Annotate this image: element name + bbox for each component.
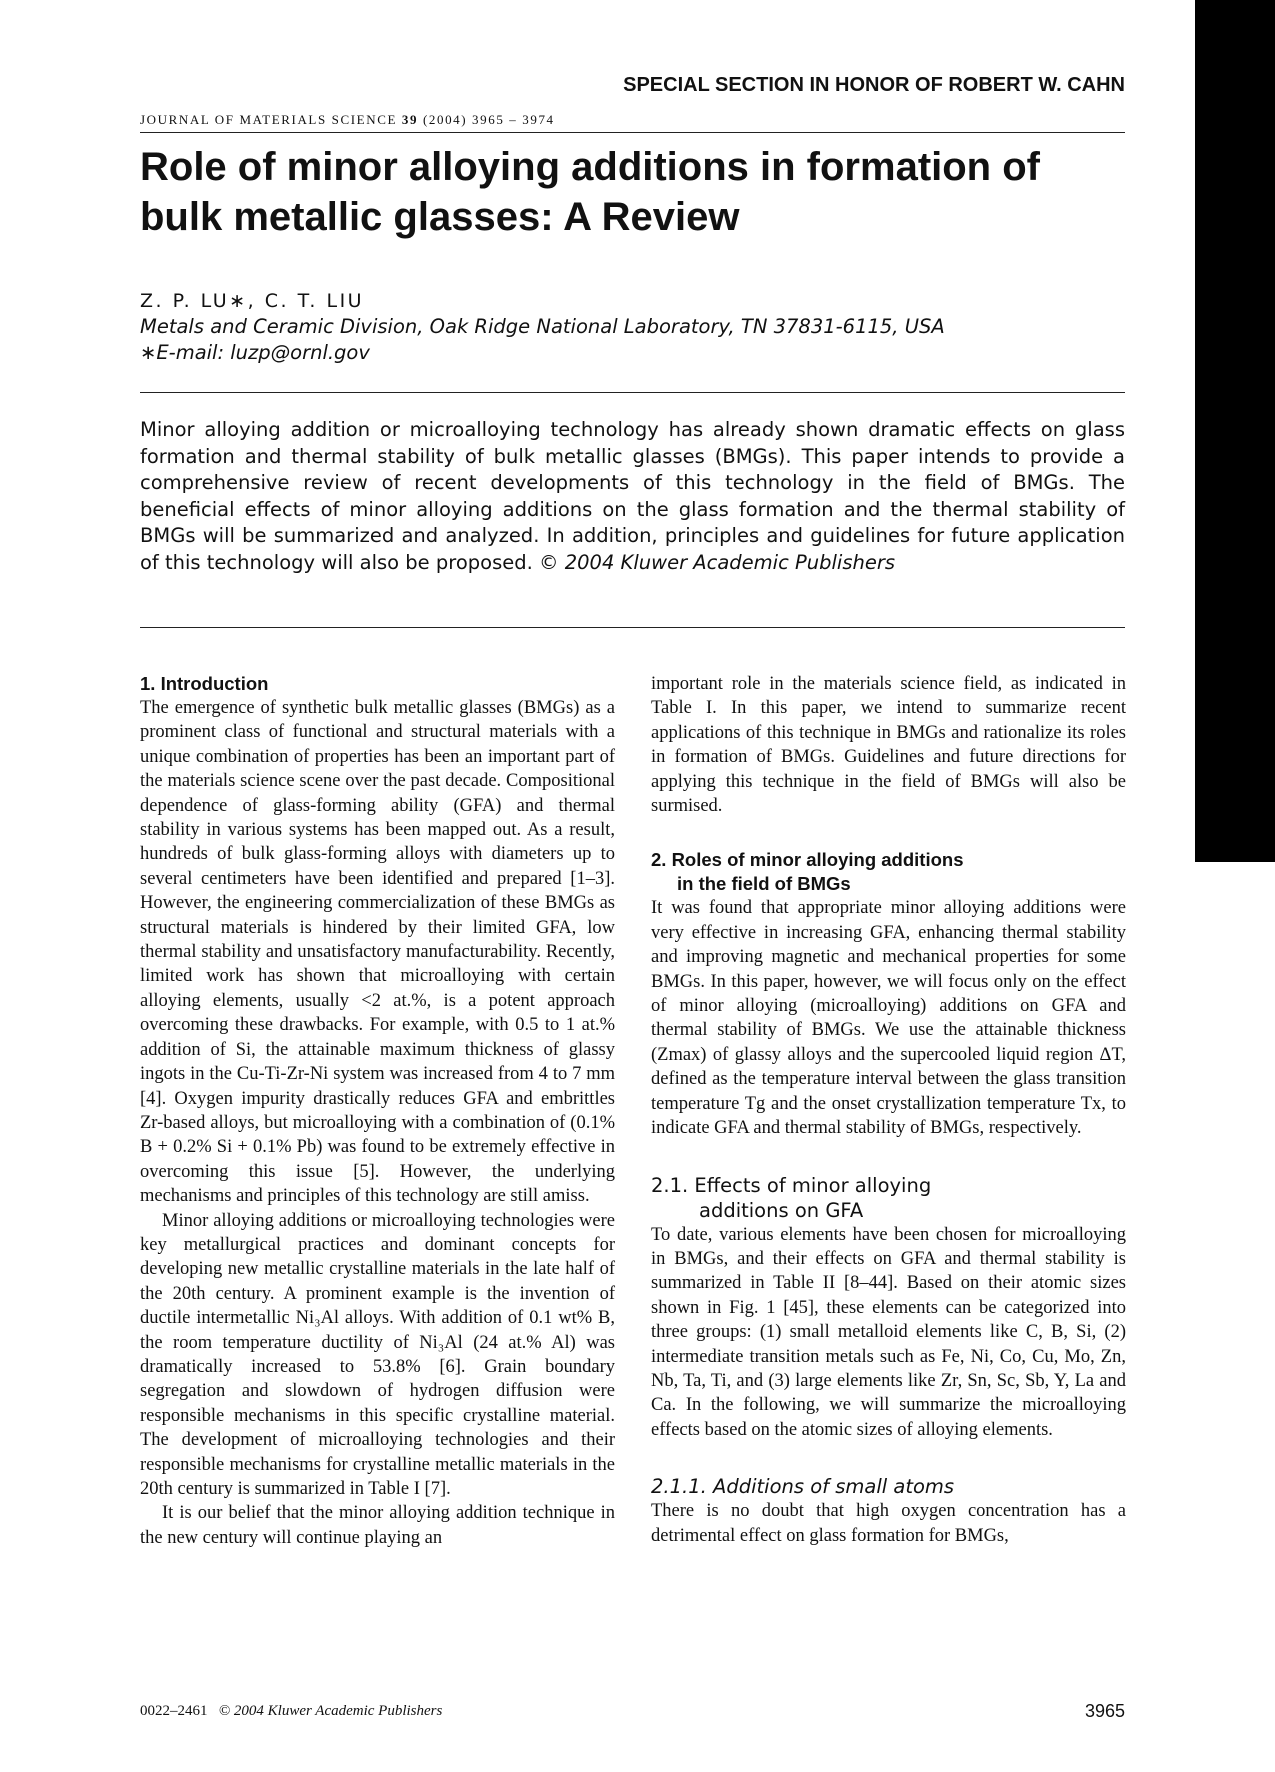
section-2-heading-line-2: in the field of BMGs <box>677 873 851 895</box>
abstract-copyright: © 2004 Kluwer Academic Publishers <box>539 550 896 574</box>
journal-citation <box>140 112 555 128</box>
intro-paragraph-3: It is our belief that the minor alloying addition technique in the new century will continue playing an <box>140 1503 615 1548</box>
introduction-heading: 1. Introduction <box>140 673 269 694</box>
footer-issn-copyright <box>140 1703 442 1720</box>
page-number: 3965 <box>1084 1701 1125 1721</box>
abstract <box>140 417 1125 576</box>
section-2-paragraph: It was found that appropriate minor alloying additions were very effective in increasing GFA, enhancing thermal stability and improving magnetic and mechanical properties for some BMGs. In this paper, however, we will focus only on the effect of minor alloying (microalloying) additions on GFA and thermal stability of BMGs. We use the attainable thickness (Zmax) of glassy alloys and the supercooled liquid region ΔT, defined as the temperature interval between the glass transition temperature Tg and the onset crystallization temperature Tx, to indicate GFA and thermal stability of BMGs, respectively. <box>651 898 1126 1139</box>
section-2-1-1-paragraph: There is no doubt that high oxygen concentration has a detrimental effect on glass formation for BMGs, <box>651 1501 1126 1546</box>
intro-paragraph-2: Minor alloying additions or microalloying technologies were key metallurgical practices and dominant concepts for developing new metallic crystalline materials in the late half of the 20th century. A prominent example is the invention of ductile intermetallic Ni₃Al alloys. With addition of 0.1 wt% B, the room temperature ductility of Ni₃Al (24 at.% Al) was dramatically increased to 53.8% [6]. Grain boundary segregation and slowdown of hydrogen diffusion were responsible mechanisms in this specific crystalline material. The development of microalloying technologies and their responsible mechanisms for crystalline metallic materials in the 20th century is summarized in Table I [7]. <box>140 1210 615 1499</box>
author-email: ∗E-mail: luzp@ornl.gov <box>140 341 370 364</box>
section-2-heading-line-1: 2. Roles of minor alloying additions <box>651 849 964 871</box>
continued-paragraph: important role in the materials science field, as indicated in Table I. In this paper, we intend to summarize recent applications of this technique in BMGs and rationalize its roles in formation of BMGs. Guidelines and future directions for applying this technique in the field of BMGs will also be surmised. <box>651 674 1126 817</box>
left-column <box>140 672 615 1550</box>
journal-year-pages: (2004) 3965 – 3974 <box>422 112 555 127</box>
section-2-1-paragraph: To date, various elements have been chosen for microalloying in BMGs, and their effects on GFA and thermal stability is summarized in Table II [8–44]. Based on their atomic sizes shown in Fig. 1 [45], these elements can be categorized into three groups: (1) small metalloid elements like C, B, Si, (2) intermediate transition metals such as Fe, Ni, Co, Cu, Mo, Zn, Nb, Ta, Ti, and (3) large elements like Zr, Sn, Sc, Sb, Y, La and Ca. In the following, we will summarize the microalloying effects based on the atomic sizes of alloying elements. <box>651 1224 1126 1440</box>
edge-thumb-tab <box>1195 0 1275 862</box>
article-title: Role of minor alloying additions in formation of bulk metallic glasses: A Review <box>140 145 1040 239</box>
right-column <box>651 672 1126 1548</box>
section-2-1-heading-line-2: additions on GFA <box>699 1198 864 1222</box>
abstract-bottom-rule <box>140 627 1125 628</box>
footer-copyright: © 2004 Kluwer Academic Publishers <box>218 1703 443 1719</box>
section-banner: SPECIAL SECTION IN HONOR OF ROBERT W. CAHN <box>623 74 1125 96</box>
affiliation: Metals and Ceramic Division, Oak Ridge National Laboratory, TN 37831-6115, USA <box>140 315 945 338</box>
journal-name: JOURNAL OF MATERIALS SCIENCE <box>140 112 398 127</box>
section-2-1-heading-line-1: 2.1. Effects of minor alloying <box>651 1173 932 1197</box>
authors: Z. P. LU∗, C. T. LIU <box>140 290 365 312</box>
section-2-1-heading <box>651 1173 1126 1223</box>
abstract-text: Minor alloying addition or microalloying technology has already shown dramatic effects on glass formation and thermal stability of bulk metallic glasses (BMGs). This paper intends to provide a comprehensive review of recent developments of this technology in the field of BMGs. The beneficial effects of minor alloying additions on the glass formation and the thermal stability of BMGs will be summarized and analyzed. In addition, principles and guidelines for future application of this technology will also be proposed. <box>140 418 1125 574</box>
header-rule <box>140 132 1125 133</box>
footer-issn: 0022–2461 <box>140 1703 208 1719</box>
journal-volume: 39 <box>401 112 419 127</box>
section-2-1-1-heading: 2.1.1. Additions of small atoms <box>651 1475 955 1499</box>
abstract-top-rule <box>140 392 1125 393</box>
intro-paragraph-1: The emergence of synthetic bulk metallic glasses (BMGs) as a prominent class of functional and structural materials with a unique combination of properties has been an important part of the materials science scene over the past decade. Compositional dependence of glass-forming ability (GFA) and thermal stability in various systems has been mapped out. As a result, hundreds of bulk glass-forming alloys with diameters up to several centimeters have been identified and prepared [1–3]. However, the engineering commercialization of these BMGs as structural materials is hindered by their limited GFA, low thermal stability and unsatisfactory manufacturability. Recently, limited work has shown that microalloying with certain alloying elements, usually <2 at.%, is a potent approach overcoming these drawbacks. For example, with 0.5 to 1 at.% addition of Si, the attainable maximum thickness of glassy ingots in the Cu-Ti-Zr-Ni system was increased from 4 to 7 mm [4]. Oxygen impurity drastically reduces GFA and embrittles Zr-based alloys, but microalloying with a combination of (0.1% B + 0.2% Si + 0.1% Pb) was found to be extremely effective in overcoming this issue [5]. However, the underlying mechanisms and principles of this technology are still amiss. <box>140 698 615 1207</box>
section-2-heading <box>651 848 1126 896</box>
